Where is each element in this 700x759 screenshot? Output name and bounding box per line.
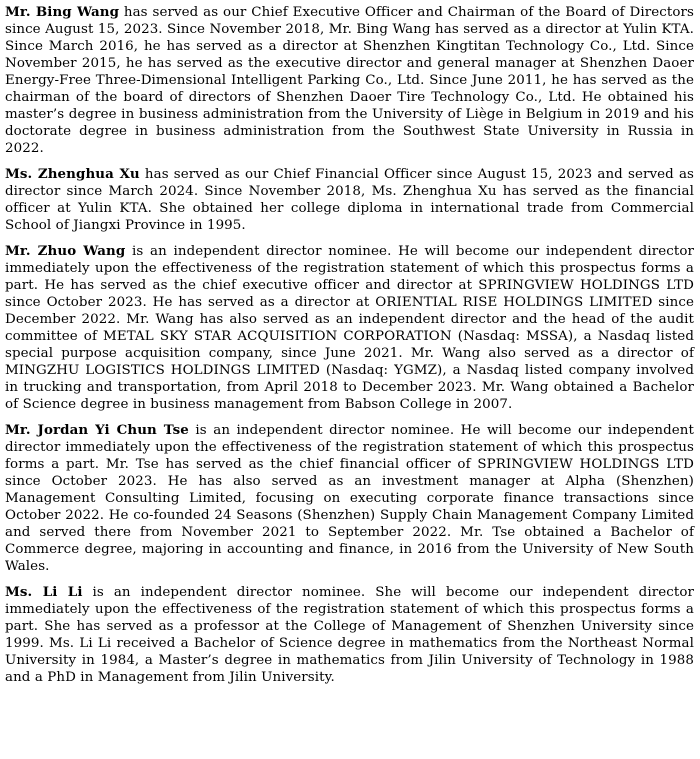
bio-text: is an independent director nominee. He will become our independent director immediately upon the effectiveness of the registration statement of which this prospectus forms a part. Mr. Tse has served as the chief financial officer of SPRINGVIEW HOLDINGS LTD since October 2023. He has also served as an investment manager at Alpha (Shenzhen) Management Consulting Limited, focusing on executing corporate finance transactions since October 2022. He co-founded 24 Seasons (Shenzhen) Supply Chain Management Company Limited and served there from November 2021 to September 2022. Mr. Tse obtained a Bachelor of Commerce degree, majoring in accounting and finance, in 2016 from the University of New South Wales. — [5, 423, 694, 574]
bio-zhenghua-xu — [5, 166, 694, 234]
bio-name: Mr. Jordan Yi Chun Tse — [5, 422, 189, 438]
bio-bing-wang — [5, 4, 694, 157]
bio-name: Ms. Li Li — [5, 584, 83, 600]
bio-name: Mr. Bing Wang — [5, 4, 120, 20]
bio-name: Ms. Zhenghua Xu — [5, 166, 140, 182]
bio-text: is an independent director nominee. She will become our independent director immediately upon the effectiveness of the registration statement of which this prospectus forms a part. She has served as a professor at the College of Management of Shenzhen University since 1999. Ms. Li Li received a Bachelor of Science degree in mathematics from the Northeast Normal University in 1984, a Master’s degree in mathematics from Jilin University of Technology in 1988 and a PhD in Management from Jilin University. — [5, 585, 694, 685]
bio-text: has served as our Chief Executive Officer and Chairman of the Board of Directors since August 15, 2023. Since November 2018, Mr. Bing Wang has served as a director at Yulin KTA. Since March 2016, he has served as a director at Shenzhen Kingtitan Technology Co., Ltd. Since November 2015, he has served as the executive director and general manager at Shenzhen Daoer Energy-Free Three-Dimensional Intelligent Parking Co., Ltd. Since June 2011, he has served as the chairman of the board of directors of Shenzhen Daoer Tire Technology Co., Ltd. He obtained his master’s degree in business administration from the University of Liège in Belgium in 2019 and his doctorate degree in business administration from the Southwest State University in Russia in 2022. — [5, 5, 694, 156]
bio-text: is an independent director nominee. He will become our independent director immediately upon the effectiveness of the registration statement of which this prospectus forms a part. He has served as the chief executive officer and director at SPRINGVIEW HOLDINGS LTD since October 2023. He has served as a director at ORIENTIAL RISE HOLDINGS LIMITED since December 2022. Mr. Wang has also served as an independent director and the head of the audit committee of METAL SKY STAR ACQUISITION CORPORATION (Nasdaq: MSSA), a Nasdaq listed special purpose acquisition company, since June 2021. Mr. Wang also served as a director of MINGZHU LOGISTICS HOLDINGS LIMITED (Nasdaq: YGMZ), a Nasdaq listed company involved in trucking and transportation, from April 2018 to December 2023. Mr. Wang obtained a Bachelor of Science degree in business management from Babson College in 2007. — [5, 244, 694, 412]
bio-zhuo-wang — [5, 243, 694, 413]
bio-text: has served as our Chief Financial Officer since August 15, 2023 and served as director since March 2024. Since November 2018, Ms. Zhenghua Xu has served as the financial officer at Yulin KTA. She obtained her college diploma in international trade from Commercial School of Jiangxi Province in 1995. — [5, 167, 695, 233]
bio-jordan-tse — [5, 422, 694, 575]
bio-li-li — [5, 584, 694, 686]
bio-name: Mr. Zhuo Wang — [5, 243, 126, 259]
